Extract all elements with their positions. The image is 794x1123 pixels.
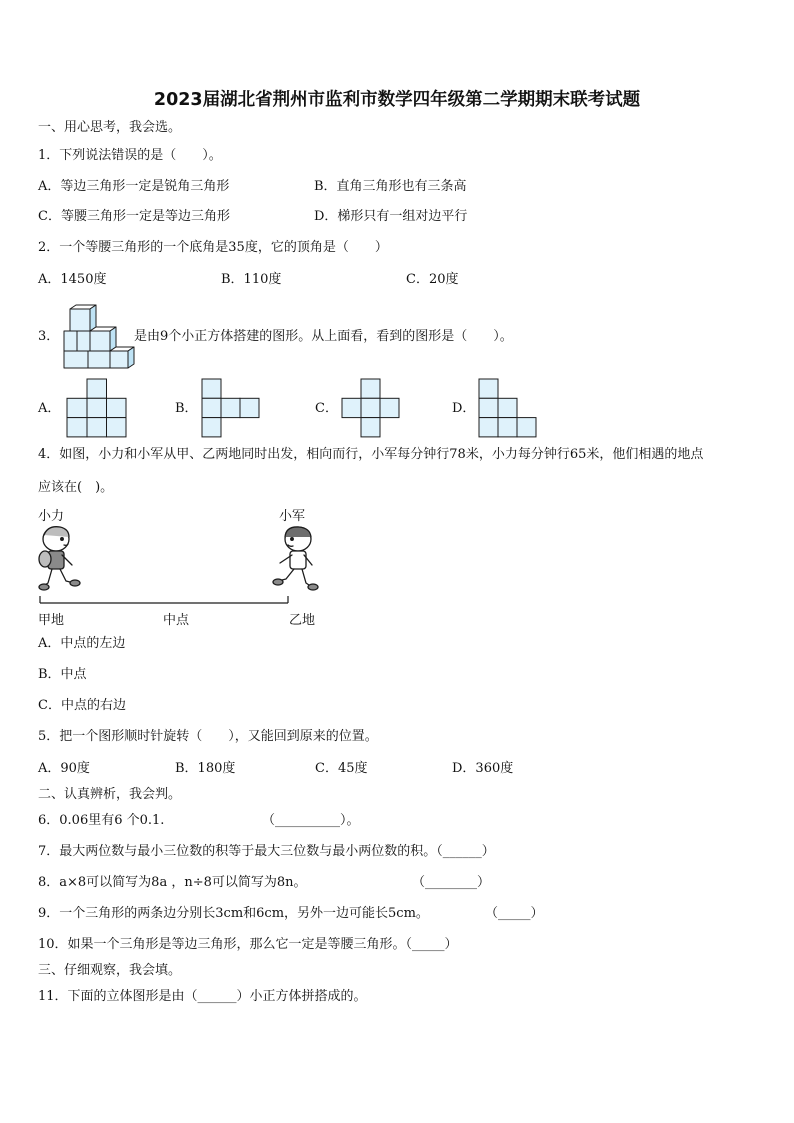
q1-option-b[interactable]: B．直角三角形也有三条高	[314, 179, 467, 194]
distance-line	[40, 596, 290, 606]
section-3-heading: 三、仔细观察，我会填。	[38, 963, 182, 978]
q3-number: 3．	[38, 329, 60, 344]
q1-stem: 1．下列说法错误的是（ ）。	[38, 148, 222, 163]
q3-stem: 是由9个小正方体搭建的图形。从上面看，看到的图形是（ ）。	[134, 329, 513, 344]
q5-option-a[interactable]: A．90度	[38, 761, 90, 776]
q6-answer-blank[interactable]: （__________）。	[262, 813, 360, 828]
q4-stem-line1: 4．如图，小力和小军从甲、乙两地同时出发，相向而行，小军每分钟行78米，小力每分钟行65米，他们相遇的地点	[38, 447, 704, 462]
xiaojun-walking-figure	[272, 525, 320, 593]
q1-option-d[interactable]: D．梯形只有一组对边平行	[314, 209, 468, 224]
q2-stem: 2．一个等腰三角形的一个底角是35度，它的顶角是（ ）	[38, 240, 388, 255]
q3-option-a-shape	[67, 379, 127, 437]
q5-option-d[interactable]: D．360度	[452, 761, 514, 776]
xiaoli-walking-figure	[36, 525, 82, 593]
q3-option-d-shape	[479, 379, 537, 437]
section-1-heading: 一、用心思考，我会选。	[38, 120, 182, 135]
q5-option-b[interactable]: B．180度	[175, 761, 236, 776]
q6-stem: 6．0.06里有6 个0.1.	[38, 813, 165, 828]
q8-answer-blank[interactable]: （________）	[412, 875, 491, 890]
section-2-heading: 二、认真辨析，我会判。	[38, 787, 182, 802]
q11-stem[interactable]: 11．下面的立体图形是由（______）小正方体拼搭成的。	[38, 989, 367, 1004]
label-jiadi: 甲地	[38, 613, 65, 628]
q4-option-a[interactable]: A．中点的左边	[38, 636, 126, 651]
q3-option-b[interactable]: B．	[175, 401, 198, 416]
q5-option-c[interactable]: C．45度	[315, 761, 368, 776]
q4-option-c[interactable]: C．中点的右边	[38, 698, 126, 713]
q3-3d-cube-figure	[62, 302, 134, 368]
page-title: 2023届湖北省荆州市监利市数学四年级第二学期期末联考试题	[153, 90, 641, 110]
q2-option-c[interactable]: C．20度	[406, 272, 459, 287]
q3-option-c[interactable]: C．	[315, 401, 338, 416]
q3-option-c-shape	[342, 379, 400, 437]
q9-answer-blank[interactable]: （_____）	[485, 906, 544, 921]
q2-option-a[interactable]: A．1450度	[38, 272, 107, 287]
q9-stem: 9．一个三角形的两条边分别长3cm和6cm，另外一边可能长5cm。	[38, 906, 429, 921]
q2-option-b[interactable]: B．110度	[221, 272, 282, 287]
q3-option-d[interactable]: D．	[452, 401, 476, 416]
q4-option-b[interactable]: B．中点	[38, 667, 87, 682]
label-zhongdian: 中点	[163, 613, 190, 628]
label-xiaoli: 小力	[38, 509, 65, 524]
q1-option-c[interactable]: C．等腰三角形一定是等边三角形	[38, 209, 230, 224]
q7-stem[interactable]: 7．最大两位数与最小三位数的积等于最大三位数与最小两位数的积。（______）	[38, 844, 495, 859]
q4-stem-line2: 应该在( )。	[38, 480, 114, 495]
q10-stem[interactable]: 10．如果一个三角形是等边三角形，那么它一定是等腰三角形。（_____）	[38, 937, 458, 952]
q5-stem: 5．把一个图形顺时针旋转（ ），又能回到原来的位置。	[38, 729, 378, 744]
q8-stem: 8．a×8可以简写为8a ，n÷8可以简写为8n。	[38, 875, 307, 890]
q3-option-a[interactable]: A．	[38, 401, 61, 416]
q1-option-a[interactable]: A．等边三角形一定是锐角三角形	[38, 179, 230, 194]
q3-option-b-shape	[202, 379, 260, 437]
label-xiaojun: 小军	[279, 509, 306, 524]
label-yidi: 乙地	[289, 613, 316, 628]
